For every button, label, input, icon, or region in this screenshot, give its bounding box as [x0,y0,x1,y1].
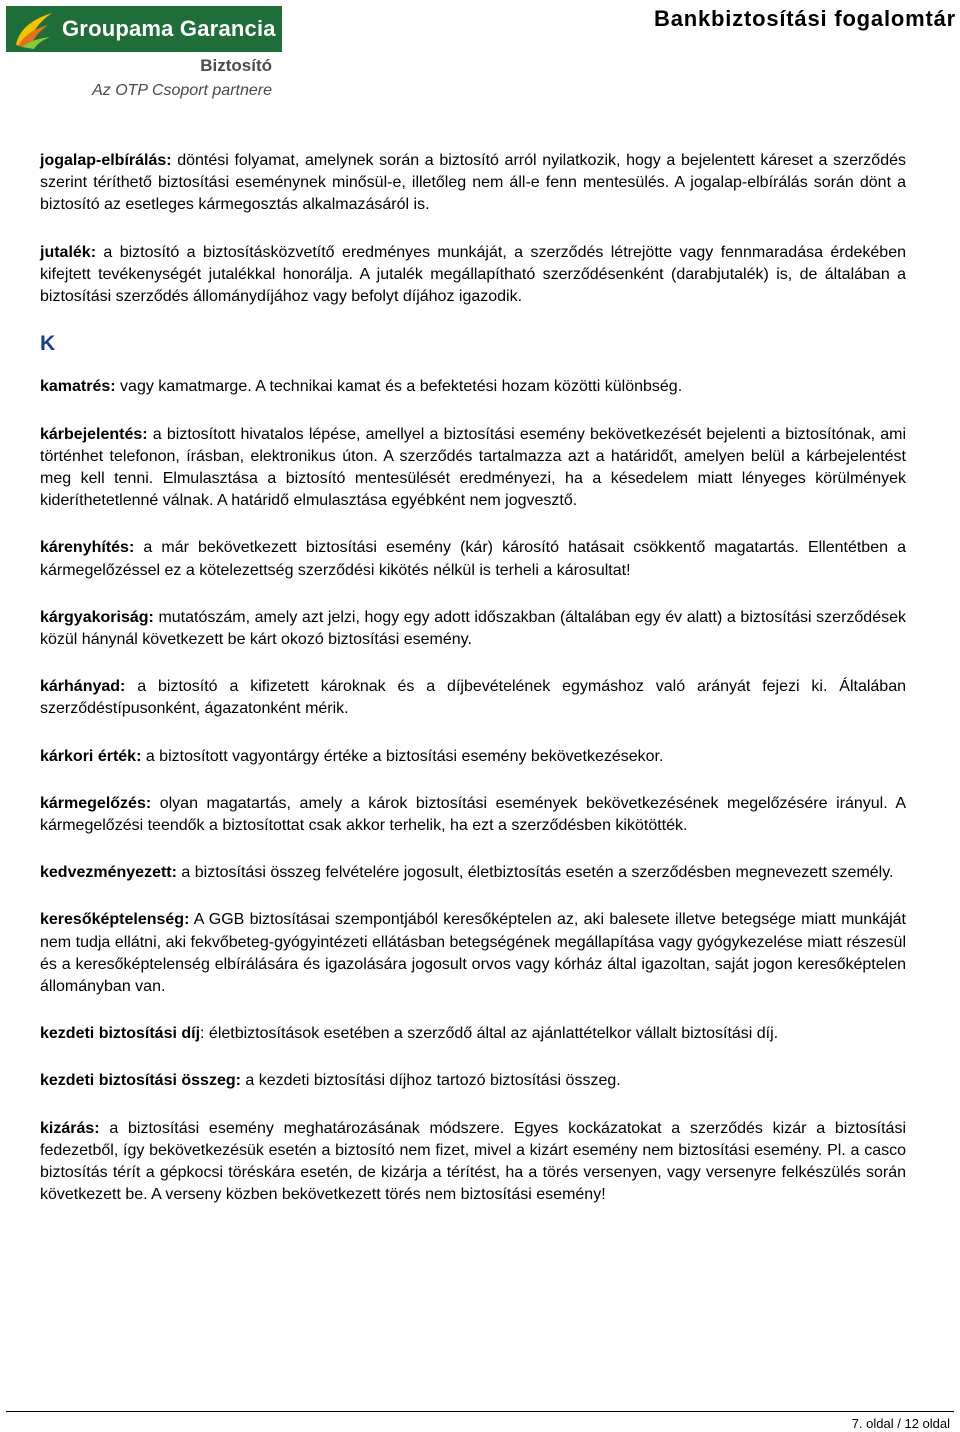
glossary-definition: vagy kamatmarge. A technikai kamat és a befektetési hozam közötti különbség. [115,378,683,396]
entries-j [40,150,906,308]
glossary-term: kármegelőzés: [40,794,152,812]
glossary-term: kamatrés: [40,378,116,396]
glossary-entry [40,376,906,398]
glossary-term: kárenyhítés: [40,539,135,557]
glossary-term: kizárás: [40,1119,100,1137]
glossary-term: kezdeti biztosítási díj [40,1025,201,1043]
section-letter-k: K [40,332,56,356]
logo-company-name: Groupama Garancia [62,16,276,41]
glossary-entry [40,746,906,768]
glossary-definition: a kezdeti biztosítási díjhoz tartozó biztosítási összeg. [240,1072,621,1090]
groupama-leaf-icon [12,9,56,49]
glossary-entry [40,909,906,998]
glossary-definition: a biztosított vagyontárgy értéke a biztosítási esemény bekövetkezésekor. [141,747,664,765]
glossary-entry [40,607,906,651]
glossary-definition: a biztosító a biztosításközvetítő eredményes munkáját, a szerződés létrejötte vagy fennmaradása érdekében kifejtett tevékenységét jutalékkal honorálja. A jutalék megállapítható szerződésenként (darabjutalék) is, de általában a biztosítási szerződés állománydíjához vagy befolyt díjához igazodik. [40,243,906,306]
glossary-entry [40,150,906,217]
glossary-definition: döntési folyamat, amelynek során a biztosító arról nyilatkozik, hogy a bejelentett káreset a szerződés szerint téríthető biztosítási eseménynek minősül-e, illetőleg nem áll-e fenn mentesülés. A jogalap-elbírálás során dönt a biztosító az esetleges kármegosztás alkalmazásáról is. [40,152,906,214]
glossary-term: kárgyakoriság: [40,608,154,626]
glossary-definition: olyan magatartás, amely a károk biztosítási események bekövetkezésének megelőzésére irányul. A kármegelőzési teendők a biztosítottat csak akkor terhelik, ha ezt a szerződésben kikötötték. [40,794,906,835]
glossary-entry [40,1118,906,1207]
glossary-entry [40,1023,906,1045]
glossary-term: kezdeti biztosítási összeg: [40,1072,241,1090]
logo-subtitle: Biztosító [200,56,272,75]
glossary-entry [40,537,906,581]
glossary-entry [40,862,906,884]
document-title: Bankbiztosítási fogalomtár [654,6,956,31]
glossary-entry [40,676,906,720]
glossary-term: kárkori érték: [40,747,142,765]
glossary-definition: A GGB biztosításai szempontjából keresőképtelen az, aki balesete illetve betegsége miatt munkáját nem tudja ellátni, aki fekvőbeteg-gyógyintézeti ellátásban betegségének megállapítása vagy gyógykezelése miatt részesül és a keresőképtelenség elbírálására és igazolására jogosult orvos vagy kórház által igazoltan, saját jogon keresőképtelen állományban van. [40,911,906,996]
glossary-definition: a biztosítási esemény meghatározásának módszere. Egyes kockázatokat a szerződés kizár a biztosítási fedezetből, így bekövetkezésük esetén a biztosító nem fizet, mivel a kizárt esemény nem biztosítási esemény. Pl. a casco biztosítás térít a gépkocsi töréskára esetén, de kizárja a térítést, ha a törés versenyen, vagy versenyre felkészülés során következett be. A verseny közben bekövetkezett törés nem biztosítási esemény! [40,1119,906,1204]
glossary-content [40,150,906,1232]
company-logo [6,6,282,104]
glossary-term: jogalap-elbírálás: [40,152,172,169]
glossary-term: kárhányad: [40,678,126,696]
glossary-definition: mutatószám, amely azt jelzi, hogy egy adott időszakban (általában egy év alatt) a biztosítási szerződések közül hánynál következett be kárt okozó biztosítási esemény. [40,608,906,649]
glossary-entry [40,242,906,309]
glossary-definition: a biztosító a kifizetett károknak és a díjbevételének egymáshoz való arányát fejezi ki. Általában szerződéstípusonként, ágazatonként mérik. [40,678,906,718]
glossary-entry [40,1070,906,1092]
glossary-entry [40,424,906,513]
glossary-entry [40,793,906,837]
logo-tagline: Az OTP Csoport partnere [92,82,272,99]
logo-band [6,6,282,52]
glossary-term: jutalék: [40,243,97,261]
glossary-definition: a már bekövetkezett biztosítási esemény (kár) károsító hatásait csökkentő magatartás. Ellentétben a kármegelőzéssel ez a kötelezettség szerződési kikötés nélkül is terheli a károsultat! [40,539,906,579]
glossary-definition: : életbiztosítások esetében a szerződő által az ajánlattételkor vállalt biztosítási díj. [200,1025,779,1043]
glossary-term: kárbejelentés: [40,425,148,443]
glossary-term: keresőképtelenség: [40,911,190,929]
footer-divider [6,1411,954,1412]
glossary-definition: a biztosított hivatalos lépése, amellyel a biztosítási esemény bekövetkezését bejelenti a biztosítónak, ami történhet telefonon, írásban, elektronikus úton. A szerződés tartalmazza azt a határidőt, amelyen belül a kárbejelentést meg kell tenni. Elmulasztása a biztosító mentesülését eredményezi, ha a késedelem miatt lényeges körülmények kideríthetetlenné válnak. A határidő elmulasztása egyébként nem jogvesztő. [40,425,906,510]
glossary-term: kedvezményezett: [40,864,177,882]
page-number: 7. oldal / 12 oldal [851,1416,950,1431]
entries-k [40,376,906,1206]
glossary-definition: a biztosítási összeg felvételére jogosult, életbiztosítás esetén a szerződésben megnevezett személy. [176,864,894,882]
